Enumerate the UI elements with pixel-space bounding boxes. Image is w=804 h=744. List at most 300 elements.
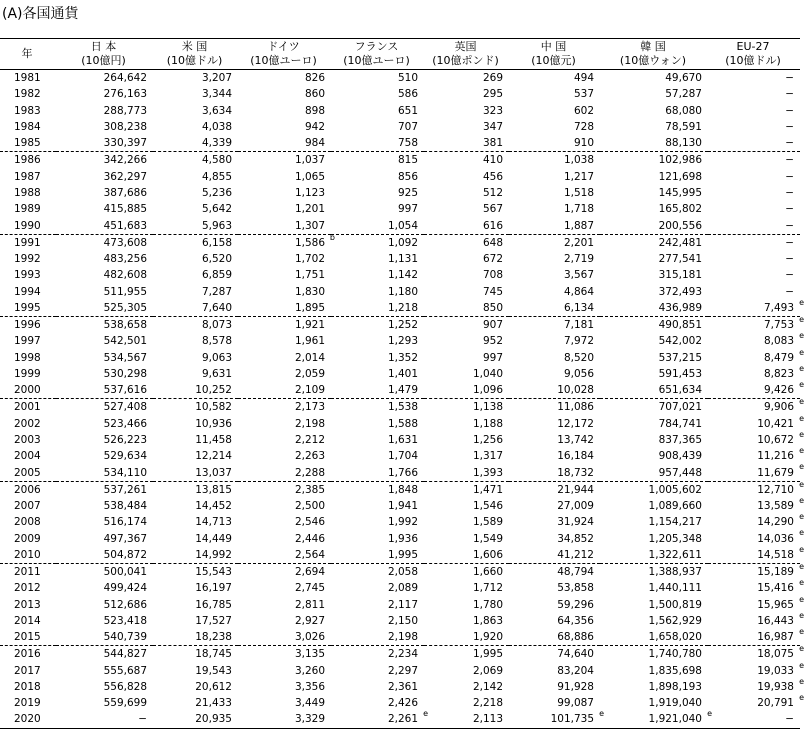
value-cell — [153, 597, 238, 613]
value-text: 14,452 — [195, 500, 232, 513]
value-text: 5,236 — [201, 186, 232, 199]
value-cell — [600, 283, 708, 299]
value-cell — [708, 217, 800, 234]
value-cell — [600, 663, 708, 679]
value-cell — [509, 283, 600, 299]
value-text: 856 — [397, 170, 418, 183]
value-cell — [509, 448, 600, 464]
value-text: 9,063 — [201, 351, 232, 364]
value-cell — [153, 563, 238, 580]
value-cell — [424, 448, 509, 464]
value-text: 1,549 — [472, 532, 503, 545]
value-cell — [600, 613, 708, 629]
footnote-mark: e — [799, 528, 804, 538]
value-text: 526,223 — [103, 433, 147, 446]
table-row — [0, 135, 800, 152]
value-cell — [331, 234, 424, 251]
value-text: 387,686 — [103, 186, 147, 199]
value-text: 1,471 — [472, 483, 503, 496]
value-cell — [708, 627, 804, 646]
value-text: 145,995 — [658, 186, 702, 199]
value-cell — [56, 416, 153, 432]
year-cell: 1998 — [14, 351, 41, 364]
column-name: EU-27 — [736, 40, 770, 53]
value-cell — [509, 135, 600, 152]
value-cell — [509, 663, 600, 679]
value-text: 559,699 — [103, 697, 147, 710]
value-text: 1,995 — [387, 548, 418, 561]
value-cell — [331, 86, 424, 102]
value-text: − — [785, 120, 794, 133]
value-cell — [331, 416, 424, 432]
value-text: 2,150 — [387, 614, 418, 627]
table-row — [0, 70, 800, 87]
value-text: 850 — [482, 301, 503, 314]
value-cell — [424, 432, 509, 448]
value-text: 18,732 — [557, 466, 594, 479]
value-text: 410 — [482, 154, 503, 167]
value-text: 648 — [482, 236, 503, 249]
value-cell — [708, 594, 804, 613]
value-text: 3,207 — [201, 72, 232, 85]
value-text: 2,201 — [563, 236, 594, 249]
value-text: 1,704 — [387, 450, 418, 463]
column-header — [509, 39, 600, 70]
value-text: 1,995 — [472, 648, 503, 661]
value-cell — [56, 547, 153, 564]
value-text: 1,606 — [472, 548, 503, 561]
value-text: 372,493 — [658, 285, 702, 298]
value-cell — [331, 709, 428, 728]
value-text: 1,863 — [472, 614, 503, 627]
column-header — [331, 39, 424, 70]
value-cell — [56, 597, 153, 613]
value-text: 13,815 — [195, 483, 232, 496]
value-cell — [424, 169, 509, 185]
value-text: 482,608 — [103, 269, 147, 282]
value-text: 1,479 — [387, 384, 418, 397]
year-cell: 1993 — [14, 269, 41, 282]
column-header — [0, 39, 56, 70]
value-text: 10,421 — [757, 417, 794, 430]
value-cell — [424, 350, 509, 366]
value-text: 1,252 — [387, 319, 418, 332]
value-cell — [153, 399, 238, 416]
value-text: 1,096 — [472, 384, 503, 397]
value-cell — [331, 251, 424, 267]
value-cell — [600, 679, 708, 695]
value-cell — [153, 86, 238, 102]
value-cell — [600, 432, 708, 448]
value-cell — [708, 578, 804, 596]
year-cell: 2000 — [0, 382, 56, 399]
value-cell — [509, 152, 600, 169]
value-text: 512,686 — [103, 598, 147, 611]
value-text: 1,835,698 — [648, 664, 702, 677]
value-cell — [509, 432, 600, 448]
value-cell — [600, 201, 708, 217]
value-cell — [331, 366, 424, 382]
value-cell — [600, 135, 708, 152]
value-cell — [424, 366, 509, 382]
value-cell — [153, 267, 238, 283]
value-cell — [708, 297, 804, 317]
value-cell — [708, 495, 804, 514]
year-cell: 2011 — [14, 566, 41, 579]
value-text: 1,142 — [387, 269, 418, 282]
value-cell — [56, 432, 153, 448]
value-text: 1,040 — [472, 367, 503, 380]
value-text: 728 — [573, 120, 594, 133]
value-text: 342,266 — [103, 154, 147, 167]
column-name: 米 国 — [181, 40, 208, 53]
value-text: − — [785, 170, 794, 183]
value-cell — [238, 86, 331, 102]
value-cell — [600, 185, 708, 201]
value-text: 18,745 — [195, 648, 232, 661]
value-cell — [56, 514, 153, 530]
footnote-mark: e — [799, 627, 804, 637]
column-name: ドイツ — [267, 40, 300, 53]
value-cell — [331, 201, 424, 217]
year-cell: 1995 — [0, 300, 56, 317]
table-row — [0, 580, 800, 596]
value-text: 83,204 — [557, 664, 594, 677]
value-cell — [424, 251, 509, 267]
value-cell — [600, 629, 708, 646]
value-text: 15,965 — [757, 598, 794, 611]
value-text: 7,493 — [763, 301, 794, 314]
year-cell: 1992 — [14, 253, 41, 266]
value-cell — [424, 629, 509, 646]
value-text: 6,859 — [201, 269, 232, 282]
value-text: 510 — [397, 72, 418, 85]
column-header — [424, 39, 509, 70]
value-cell — [600, 119, 708, 135]
value-cell — [708, 135, 800, 152]
value-text: 2,198 — [387, 631, 418, 644]
value-text: 2,546 — [294, 516, 325, 529]
value-text: 16,197 — [195, 582, 232, 595]
value-cell — [708, 363, 804, 382]
value-cell — [238, 201, 331, 217]
value-text: 5,642 — [201, 203, 232, 216]
value-text: 15,189 — [757, 566, 794, 579]
value-cell — [424, 185, 509, 201]
table-row — [0, 103, 800, 119]
table-row — [0, 629, 800, 646]
column-name: 中 国 — [540, 40, 567, 53]
value-cell — [600, 152, 708, 169]
value-text: 10,936 — [195, 417, 232, 430]
value-cell — [708, 380, 804, 399]
value-text: 1,217 — [563, 170, 594, 183]
value-cell — [56, 464, 153, 481]
year-cell: 2019 — [14, 697, 41, 710]
value-cell — [56, 399, 153, 416]
value-cell — [509, 217, 600, 234]
value-cell — [509, 366, 600, 382]
value-text: 4,580 — [201, 154, 232, 167]
table-row — [0, 152, 800, 169]
value-text: 18,238 — [195, 631, 232, 644]
value-cell — [600, 316, 708, 333]
footnote-mark: e — [799, 578, 804, 588]
value-cell — [238, 316, 331, 333]
value-text: 14,449 — [195, 532, 232, 545]
value-cell — [331, 185, 424, 201]
value-text: 31,924 — [557, 516, 594, 529]
value-cell — [509, 251, 600, 267]
value-cell — [509, 514, 600, 530]
value-text: 4,339 — [201, 137, 232, 150]
value-cell — [153, 646, 238, 663]
value-text: 2,069 — [472, 664, 503, 677]
value-text: 1,038 — [563, 154, 594, 167]
value-text: 14,518 — [757, 548, 794, 561]
value-cell — [708, 397, 804, 416]
footnote-mark: b — [329, 232, 335, 242]
value-cell — [238, 679, 331, 695]
column-name: 韓 国 — [640, 40, 666, 53]
value-text: 1,830 — [294, 285, 325, 298]
table-row — [0, 201, 800, 217]
year-cell: 1986 — [14, 154, 41, 167]
value-cell — [153, 448, 238, 464]
value-text: 1,921 — [294, 319, 325, 332]
year-cell: 1996 — [14, 319, 41, 332]
value-cell — [708, 251, 800, 267]
value-cell — [424, 663, 509, 679]
value-text: 53,858 — [557, 582, 594, 595]
value-cell — [153, 185, 238, 201]
value-cell — [600, 530, 708, 546]
value-cell — [153, 416, 238, 432]
value-cell — [331, 514, 424, 530]
value-text: 3,135 — [294, 648, 325, 661]
value-text: 19,033 — [757, 664, 794, 677]
value-text: 860 — [304, 88, 325, 101]
value-cell — [600, 695, 708, 711]
table-row — [0, 646, 800, 663]
value-cell — [153, 613, 238, 629]
footnote-mark: e — [799, 331, 804, 341]
value-text: 586 — [397, 88, 418, 101]
value-text: 1,440,111 — [648, 582, 702, 595]
value-text: 555,687 — [103, 664, 147, 677]
table-row — [0, 234, 800, 251]
value-text: 537,616 — [103, 384, 147, 397]
value-cell — [56, 119, 153, 135]
value-cell — [600, 498, 708, 514]
value-cell — [153, 234, 238, 251]
value-cell — [56, 695, 153, 711]
value-text: 13,589 — [757, 500, 794, 513]
value-cell — [708, 462, 804, 481]
value-cell — [238, 695, 331, 711]
value-cell — [509, 201, 600, 217]
value-text: 997 — [482, 351, 503, 364]
value-text: 2,218 — [472, 697, 503, 710]
value-text: 499,424 — [103, 582, 147, 595]
value-cell — [331, 135, 424, 152]
value-text: 815 — [397, 154, 418, 167]
value-cell — [708, 544, 804, 564]
value-cell — [424, 563, 509, 580]
value-text: 1,138 — [472, 401, 503, 414]
year-cell: 2009 — [14, 532, 41, 545]
value-text: 556,828 — [103, 680, 147, 693]
value-text: 523,466 — [103, 417, 147, 430]
value-cell — [238, 366, 331, 382]
footnote-mark: e — [599, 709, 604, 719]
value-text: 288,773 — [103, 104, 147, 117]
value-cell — [708, 234, 800, 251]
value-text: 516,174 — [103, 516, 147, 529]
value-text: 7,640 — [201, 301, 232, 314]
value-cell — [153, 695, 238, 711]
column-name: 英国 — [454, 40, 477, 53]
value-text: 1,920 — [472, 631, 503, 644]
value-cell — [600, 481, 708, 498]
value-cell — [600, 333, 708, 349]
value-cell — [153, 663, 238, 679]
value-cell — [56, 169, 153, 185]
value-text: 242,481 — [658, 236, 702, 249]
value-text: 14,992 — [195, 548, 232, 561]
value-text: 1,256 — [472, 433, 503, 446]
value-cell — [708, 347, 804, 366]
value-cell — [424, 597, 509, 613]
value-text: 10,028 — [557, 384, 594, 397]
value-cell — [56, 613, 153, 629]
value-text: 264,642 — [103, 72, 147, 85]
value-text: 14,036 — [757, 532, 794, 545]
value-text: 2,426 — [387, 697, 418, 710]
value-text: 74,640 — [557, 648, 594, 661]
value-cell — [424, 399, 509, 416]
year-cell: 1989 — [14, 203, 41, 216]
value-text: 456 — [482, 170, 503, 183]
value-cell — [238, 448, 331, 464]
value-cell — [708, 512, 804, 530]
value-text: 616 — [482, 219, 503, 232]
value-cell — [600, 563, 708, 580]
value-cell — [509, 382, 600, 399]
value-cell — [153, 333, 238, 349]
value-cell — [56, 382, 153, 399]
value-text: 8,823 — [763, 367, 794, 380]
value-cell — [708, 676, 804, 695]
value-text: 57,287 — [665, 88, 702, 101]
value-text: 1,887 — [563, 219, 594, 232]
value-text: 16,987 — [757, 631, 794, 644]
value-text: 9,631 — [201, 367, 232, 380]
value-text: 20,935 — [195, 713, 232, 726]
value-text: 9,906 — [763, 401, 794, 414]
value-text: 537,215 — [658, 351, 702, 364]
value-text: 2,927 — [294, 614, 325, 627]
value-cell — [424, 70, 509, 87]
footnote-mark: e — [799, 446, 804, 456]
value-cell — [331, 283, 424, 299]
value-cell — [238, 563, 331, 580]
value-cell — [509, 563, 600, 580]
value-cell — [153, 498, 238, 514]
value-cell — [509, 300, 600, 317]
value-cell — [509, 234, 600, 251]
value-text: 14,290 — [757, 516, 794, 529]
value-cell — [331, 663, 424, 679]
value-text: 534,110 — [103, 466, 147, 479]
table-header — [0, 39, 800, 70]
table-row — [0, 563, 800, 580]
value-cell — [238, 283, 331, 299]
value-text: 707,021 — [658, 401, 702, 414]
value-cell — [424, 481, 509, 498]
value-text: 99,087 — [557, 697, 594, 710]
value-text: 4,038 — [201, 120, 232, 133]
value-text: 567 — [482, 203, 503, 216]
value-cell — [56, 217, 153, 234]
footnote-mark: e — [799, 561, 804, 571]
value-text: 19,543 — [195, 664, 232, 677]
value-cell — [331, 169, 424, 185]
table-row — [0, 316, 800, 333]
value-cell — [153, 464, 238, 481]
value-cell — [331, 399, 424, 416]
value-cell — [238, 251, 331, 267]
table-row — [0, 530, 800, 546]
value-cell — [331, 103, 424, 119]
value-text: 7,972 — [563, 335, 594, 348]
value-cell — [331, 333, 424, 349]
value-cell — [153, 350, 238, 366]
page-title: (A)各国通貨 — [2, 6, 79, 22]
table-row — [0, 613, 800, 629]
value-text: − — [785, 203, 794, 216]
value-text: 451,683 — [103, 219, 147, 232]
column-name: 年 — [21, 47, 33, 60]
value-text: 16,785 — [195, 598, 232, 611]
value-text: 3,356 — [294, 680, 325, 693]
value-cell — [424, 119, 509, 135]
value-text: 3,567 — [563, 269, 594, 282]
footnote-mark: e — [423, 709, 428, 719]
value-text: 540,739 — [103, 631, 147, 644]
value-cell — [331, 580, 424, 596]
column-header — [238, 39, 331, 70]
value-cell — [600, 416, 708, 432]
value-cell — [424, 580, 509, 596]
value-cell — [424, 283, 509, 299]
table-row — [0, 283, 800, 299]
value-cell — [56, 70, 153, 87]
value-cell — [708, 610, 804, 629]
value-cell — [238, 663, 331, 679]
table-row — [0, 448, 800, 464]
value-text: 1,562,929 — [648, 614, 702, 627]
footnote-mark: e — [799, 363, 804, 373]
value-cell — [509, 70, 600, 87]
value-cell — [238, 416, 331, 432]
value-cell — [708, 479, 804, 498]
value-cell — [238, 530, 331, 546]
value-text: 88,130 — [665, 137, 702, 150]
value-text: 20,612 — [195, 680, 232, 693]
value-cell — [238, 432, 331, 448]
value-text: 10,672 — [757, 433, 794, 446]
